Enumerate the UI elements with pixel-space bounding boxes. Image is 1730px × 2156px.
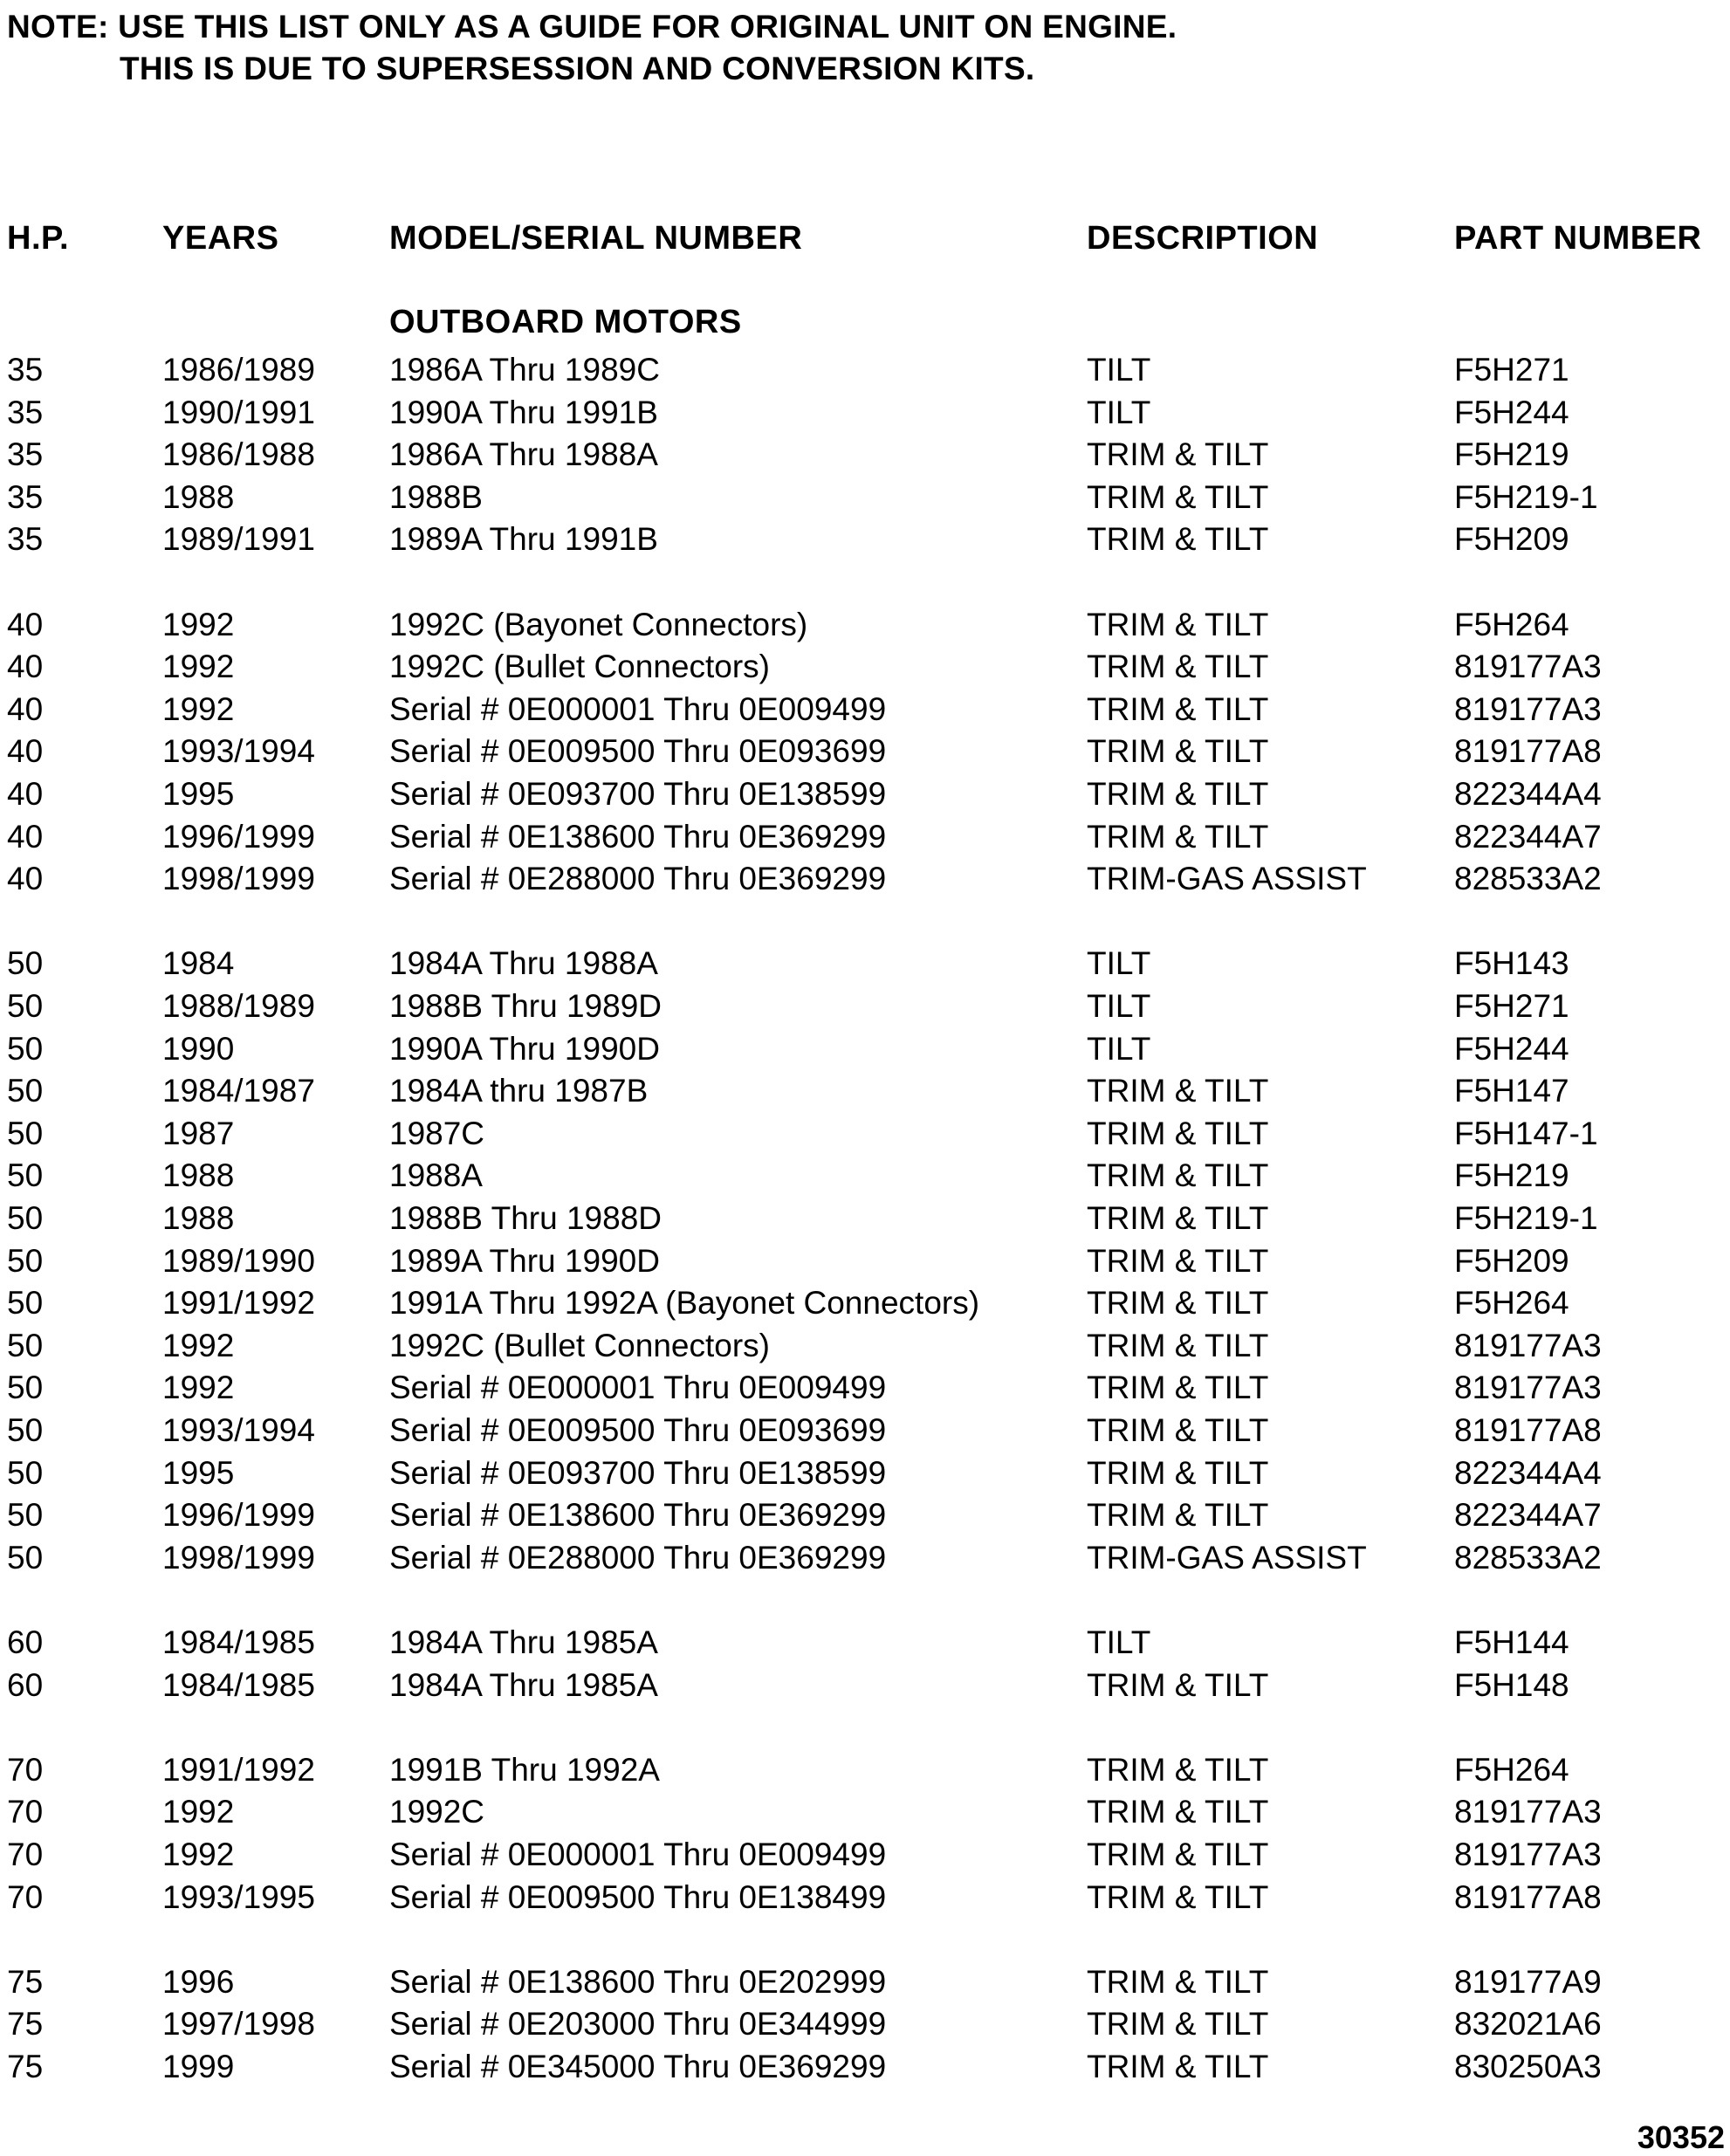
table-row [0, 436, 1730, 478]
cell-hp: 50 [7, 1370, 44, 1405]
cell-model-serial: Serial # 0E138600 Thru 0E369299 [389, 1497, 887, 1533]
table-row [0, 1328, 1730, 1370]
cell-part-number: 819177A8 [1454, 733, 1602, 769]
table-row [0, 945, 1730, 987]
cell-model-serial: 1986A Thru 1988A [389, 436, 658, 472]
cell-part-number: 830250A3 [1454, 2049, 1602, 2084]
cell-model-serial: 1984A thru 1987B [389, 1073, 649, 1109]
cell-part-number: 822344A7 [1454, 819, 1602, 855]
cell-model-serial: Serial # 0E288000 Thru 0E369299 [389, 861, 887, 896]
table-row [0, 1073, 1730, 1115]
cell-part-number: 819177A8 [1454, 1412, 1602, 1448]
table-row [0, 521, 1730, 563]
table-row [0, 776, 1730, 818]
table-row [0, 1964, 1730, 2006]
cell-description: TRIM & TILT [1087, 607, 1269, 642]
cell-model-serial: Serial # 0E288000 Thru 0E369299 [389, 1540, 887, 1576]
table-row [0, 1116, 1730, 1157]
cell-years: 1990/1991 [162, 395, 315, 430]
cell-model-serial: 1992C (Bullet Connectors) [389, 1328, 770, 1363]
cell-description: TILT [1087, 1031, 1151, 1067]
cell-years: 1988 [162, 1157, 235, 1193]
table-row [0, 1200, 1730, 1242]
table-row [0, 607, 1730, 649]
table-row [0, 1031, 1730, 1073]
cell-part-number: F5H219 [1454, 436, 1569, 472]
cell-hp: 50 [7, 945, 44, 981]
cell-part-number: F5H147 [1454, 1073, 1569, 1109]
cell-part-number: 819177A3 [1454, 1794, 1602, 1830]
cell-hp: 70 [7, 1879, 44, 1915]
cell-model-serial: 1988B Thru 1989D [389, 988, 662, 1024]
cell-model-serial: 1986A Thru 1989C [389, 352, 660, 388]
cell-part-number: F5H271 [1454, 988, 1569, 1024]
cell-years: 1992 [162, 1370, 235, 1405]
cell-description: TRIM & TILT [1087, 1285, 1269, 1321]
header-description: DESCRIPTION [1087, 220, 1319, 257]
cell-model-serial: 1989A Thru 1991B [389, 521, 658, 557]
cell-model-serial: 1991B Thru 1992A [389, 1752, 660, 1788]
cell-hp: 40 [7, 861, 44, 896]
header-hp: H.P. [7, 220, 70, 257]
cell-years: 1993/1994 [162, 733, 315, 769]
cell-description: TRIM & TILT [1087, 436, 1269, 472]
cell-part-number: F5H244 [1454, 1031, 1569, 1067]
cell-hp: 60 [7, 1667, 44, 1703]
cell-description: TRIM & TILT [1087, 1073, 1269, 1109]
cell-description: TILT [1087, 988, 1151, 1024]
cell-part-number: F5H209 [1454, 1243, 1569, 1279]
cell-hp: 40 [7, 649, 44, 684]
cell-hp: 35 [7, 395, 44, 430]
cell-model-serial: 1984A Thru 1985A [389, 1667, 658, 1703]
cell-description: TRIM & TILT [1087, 1200, 1269, 1236]
cell-description: TRIM & TILT [1087, 1116, 1269, 1151]
cell-description: TRIM & TILT [1087, 776, 1269, 812]
cell-hp: 50 [7, 1157, 44, 1193]
cell-part-number: 819177A8 [1454, 1879, 1602, 1915]
cell-hp: 50 [7, 1412, 44, 1448]
note-line-1: NOTE: USE THIS LIST ONLY AS A GUIDE FOR ORIGINAL UNIT ON ENGINE. [7, 9, 1177, 45]
table-row [0, 1285, 1730, 1327]
cell-model-serial: Serial # 0E138600 Thru 0E369299 [389, 819, 887, 855]
cell-hp: 50 [7, 1328, 44, 1363]
cell-hp: 60 [7, 1624, 44, 1660]
cell-years: 1993/1995 [162, 1879, 315, 1915]
cell-years: 1992 [162, 1837, 235, 1872]
cell-part-number: 819177A3 [1454, 691, 1602, 727]
cell-hp: 50 [7, 1285, 44, 1321]
cell-part-number: F5H143 [1454, 945, 1569, 981]
cell-hp: 40 [7, 733, 44, 769]
cell-hp: 70 [7, 1837, 44, 1872]
cell-description: TRIM & TILT [1087, 691, 1269, 727]
cell-part-number: 832021A6 [1454, 2006, 1602, 2042]
cell-model-serial: Serial # 0E009500 Thru 0E093699 [389, 733, 887, 769]
table-row [0, 1624, 1730, 1666]
table-row [0, 1370, 1730, 1411]
cell-years: 1995 [162, 1455, 235, 1491]
note-line-2: THIS IS DUE TO SUPERSESSION AND CONVERSION KITS. [120, 51, 1035, 86]
section-title: OUTBOARD MOTORS [389, 304, 742, 340]
cell-years: 1992 [162, 1328, 235, 1363]
cell-description: TRIM & TILT [1087, 1837, 1269, 1872]
header-part-number: PART NUMBER [1454, 220, 1702, 257]
cell-model-serial: Serial # 0E138600 Thru 0E202999 [389, 1964, 887, 2000]
cell-years: 1998/1999 [162, 1540, 315, 1576]
cell-description: TRIM-GAS ASSIST [1087, 861, 1367, 896]
cell-description: TRIM & TILT [1087, 479, 1269, 515]
cell-part-number: 822344A7 [1454, 1497, 1602, 1533]
cell-years: 1984/1985 [162, 1624, 315, 1660]
cell-model-serial: Serial # 0E009500 Thru 0E093699 [389, 1412, 887, 1448]
cell-model-serial: Serial # 0E000001 Thru 0E009499 [389, 1837, 887, 1872]
cell-description: TRIM & TILT [1087, 1328, 1269, 1363]
cell-years: 1992 [162, 649, 235, 684]
cell-description: TRIM & TILT [1087, 1794, 1269, 1830]
table-row [0, 1157, 1730, 1199]
cell-years: 1992 [162, 607, 235, 642]
cell-model-serial: Serial # 0E000001 Thru 0E009499 [389, 691, 887, 727]
cell-part-number: 819177A3 [1454, 1370, 1602, 1405]
cell-description: TRIM & TILT [1087, 1752, 1269, 1788]
cell-model-serial: 1989A Thru 1990D [389, 1243, 660, 1279]
cell-model-serial: Serial # 0E345000 Thru 0E369299 [389, 2049, 887, 2084]
cell-description: TILT [1087, 1624, 1151, 1660]
cell-years: 1991/1992 [162, 1285, 315, 1321]
cell-years: 1989/1990 [162, 1243, 315, 1279]
cell-years: 1990 [162, 1031, 235, 1067]
cell-description: TRIM & TILT [1087, 1455, 1269, 1491]
cell-hp: 50 [7, 1243, 44, 1279]
cell-years: 1996/1999 [162, 819, 315, 855]
cell-years: 1993/1994 [162, 1412, 315, 1448]
cell-part-number: 822344A4 [1454, 776, 1602, 812]
cell-description: TRIM-GAS ASSIST [1087, 1540, 1367, 1576]
cell-years: 1986/1988 [162, 436, 315, 472]
cell-part-number: 819177A3 [1454, 1328, 1602, 1363]
cell-years: 1995 [162, 776, 235, 812]
cell-model-serial: Serial # 0E203000 Thru 0E344999 [389, 2006, 887, 2042]
cell-hp: 50 [7, 1200, 44, 1236]
cell-hp: 50 [7, 1540, 44, 1576]
cell-hp: 50 [7, 1497, 44, 1533]
header-model-serial: MODEL/SERIAL NUMBER [389, 220, 803, 257]
cell-hp: 50 [7, 1073, 44, 1109]
cell-hp: 70 [7, 1794, 44, 1830]
cell-model-serial: Serial # 0E009500 Thru 0E138499 [389, 1879, 887, 1915]
cell-description: TRIM & TILT [1087, 1157, 1269, 1193]
cell-part-number: 819177A9 [1454, 1964, 1602, 2000]
cell-part-number: 828533A2 [1454, 1540, 1602, 1576]
cell-years: 1988/1989 [162, 988, 315, 1024]
cell-model-serial: 1988B [389, 479, 483, 515]
cell-model-serial: 1990A Thru 1991B [389, 395, 658, 430]
cell-description: TRIM & TILT [1087, 1370, 1269, 1405]
cell-part-number: F5H148 [1454, 1667, 1569, 1703]
table-row [0, 819, 1730, 861]
cell-years: 1984 [162, 945, 235, 981]
cell-description: TILT [1087, 945, 1151, 981]
table-row [0, 1497, 1730, 1539]
cell-years: 1998/1999 [162, 861, 315, 896]
table-row [0, 1794, 1730, 1836]
cell-model-serial: Serial # 0E000001 Thru 0E009499 [389, 1370, 887, 1405]
cell-years: 1984/1987 [162, 1073, 315, 1109]
cell-hp: 40 [7, 776, 44, 812]
cell-model-serial: 1988B Thru 1988D [389, 1200, 662, 1236]
cell-description: TRIM & TILT [1087, 1964, 1269, 2000]
cell-part-number: 819177A3 [1454, 649, 1602, 684]
cell-part-number: F5H244 [1454, 395, 1569, 430]
cell-model-serial: 1992C [389, 1794, 485, 1830]
cell-model-serial: 1990A Thru 1990D [389, 1031, 660, 1067]
table-row [0, 1412, 1730, 1454]
cell-years: 1999 [162, 2049, 235, 2084]
cell-model-serial: 1992C (Bullet Connectors) [389, 649, 770, 684]
cell-hp: 35 [7, 479, 44, 515]
cell-part-number: F5H264 [1454, 1752, 1569, 1788]
cell-years: 1989/1991 [162, 521, 315, 557]
cell-model-serial: 1984A Thru 1985A [389, 1624, 658, 1660]
cell-part-number: F5H209 [1454, 521, 1569, 557]
cell-years: 1991/1992 [162, 1752, 315, 1788]
table-row [0, 352, 1730, 394]
cell-description: TRIM & TILT [1087, 2006, 1269, 2042]
table-row [0, 395, 1730, 436]
cell-description: TRIM & TILT [1087, 1667, 1269, 1703]
cell-part-number: F5H144 [1454, 1624, 1569, 1660]
table-row [0, 691, 1730, 733]
cell-years: 1984/1985 [162, 1667, 315, 1703]
header-years: YEARS [162, 220, 279, 257]
cell-description: TRIM & TILT [1087, 2049, 1269, 2084]
cell-years: 1996/1999 [162, 1497, 315, 1533]
cell-description: TRIM & TILT [1087, 521, 1269, 557]
table-row [0, 1455, 1730, 1497]
cell-model-serial: 1991A Thru 1992A (Bayonet Connectors) [389, 1285, 980, 1321]
cell-model-serial: 1984A Thru 1988A [389, 945, 658, 981]
cell-description: TRIM & TILT [1087, 1243, 1269, 1279]
cell-part-number: 819177A3 [1454, 1837, 1602, 1872]
table-row [0, 1837, 1730, 1878]
cell-model-serial: 1987C [389, 1116, 485, 1151]
figure-number: 30352 [1637, 2119, 1725, 2155]
cell-hp: 40 [7, 819, 44, 855]
table-row [0, 479, 1730, 521]
cell-hp: 40 [7, 691, 44, 727]
cell-hp: 70 [7, 1752, 44, 1788]
cell-hp: 50 [7, 988, 44, 1024]
cell-part-number: 822344A4 [1454, 1455, 1602, 1491]
cell-model-serial: Serial # 0E093700 Thru 0E138599 [389, 776, 887, 812]
cell-model-serial: 1988A [389, 1157, 483, 1193]
table-row [0, 1540, 1730, 1582]
cell-years: 1986/1989 [162, 352, 315, 388]
table-row [0, 2006, 1730, 2048]
cell-model-serial: Serial # 0E093700 Thru 0E138599 [389, 1455, 887, 1491]
cell-hp: 50 [7, 1031, 44, 1067]
cell-years: 1988 [162, 479, 235, 515]
cell-description: TILT [1087, 395, 1151, 430]
cell-part-number: F5H264 [1454, 607, 1569, 642]
cell-part-number: F5H219 [1454, 1157, 1569, 1193]
cell-hp: 40 [7, 607, 44, 642]
cell-hp: 75 [7, 2049, 44, 2084]
cell-hp: 50 [7, 1116, 44, 1151]
table-row [0, 1243, 1730, 1285]
cell-part-number: F5H271 [1454, 352, 1569, 388]
table-row [0, 988, 1730, 1030]
cell-description: TRIM & TILT [1087, 1412, 1269, 1448]
cell-part-number: 828533A2 [1454, 861, 1602, 896]
table-row [0, 2049, 1730, 2091]
cell-hp: 35 [7, 436, 44, 472]
cell-description: TRIM & TILT [1087, 1879, 1269, 1915]
table-row [0, 649, 1730, 690]
cell-description: TILT [1087, 352, 1151, 388]
cell-part-number: F5H264 [1454, 1285, 1569, 1321]
cell-hp: 75 [7, 2006, 44, 2042]
cell-part-number: F5H219-1 [1454, 479, 1598, 515]
table-row [0, 1752, 1730, 1794]
cell-hp: 50 [7, 1455, 44, 1491]
cell-hp: 35 [7, 352, 44, 388]
cell-years: 1992 [162, 1794, 235, 1830]
cell-years: 1992 [162, 691, 235, 727]
cell-years: 1997/1998 [162, 2006, 315, 2042]
table-row [0, 733, 1730, 775]
table-row [0, 861, 1730, 903]
cell-model-serial: 1992C (Bayonet Connectors) [389, 607, 808, 642]
table-row [0, 1667, 1730, 1709]
cell-description: TRIM & TILT [1087, 733, 1269, 769]
cell-years: 1996 [162, 1964, 235, 2000]
cell-years: 1988 [162, 1200, 235, 1236]
cell-description: TRIM & TILT [1087, 819, 1269, 855]
cell-hp: 35 [7, 521, 44, 557]
cell-description: TRIM & TILT [1087, 1497, 1269, 1533]
cell-part-number: F5H147-1 [1454, 1116, 1598, 1151]
cell-description: TRIM & TILT [1087, 649, 1269, 684]
cell-part-number: F5H219-1 [1454, 1200, 1598, 1236]
table-row [0, 1879, 1730, 1921]
cell-years: 1987 [162, 1116, 235, 1151]
cell-hp: 75 [7, 1964, 44, 2000]
